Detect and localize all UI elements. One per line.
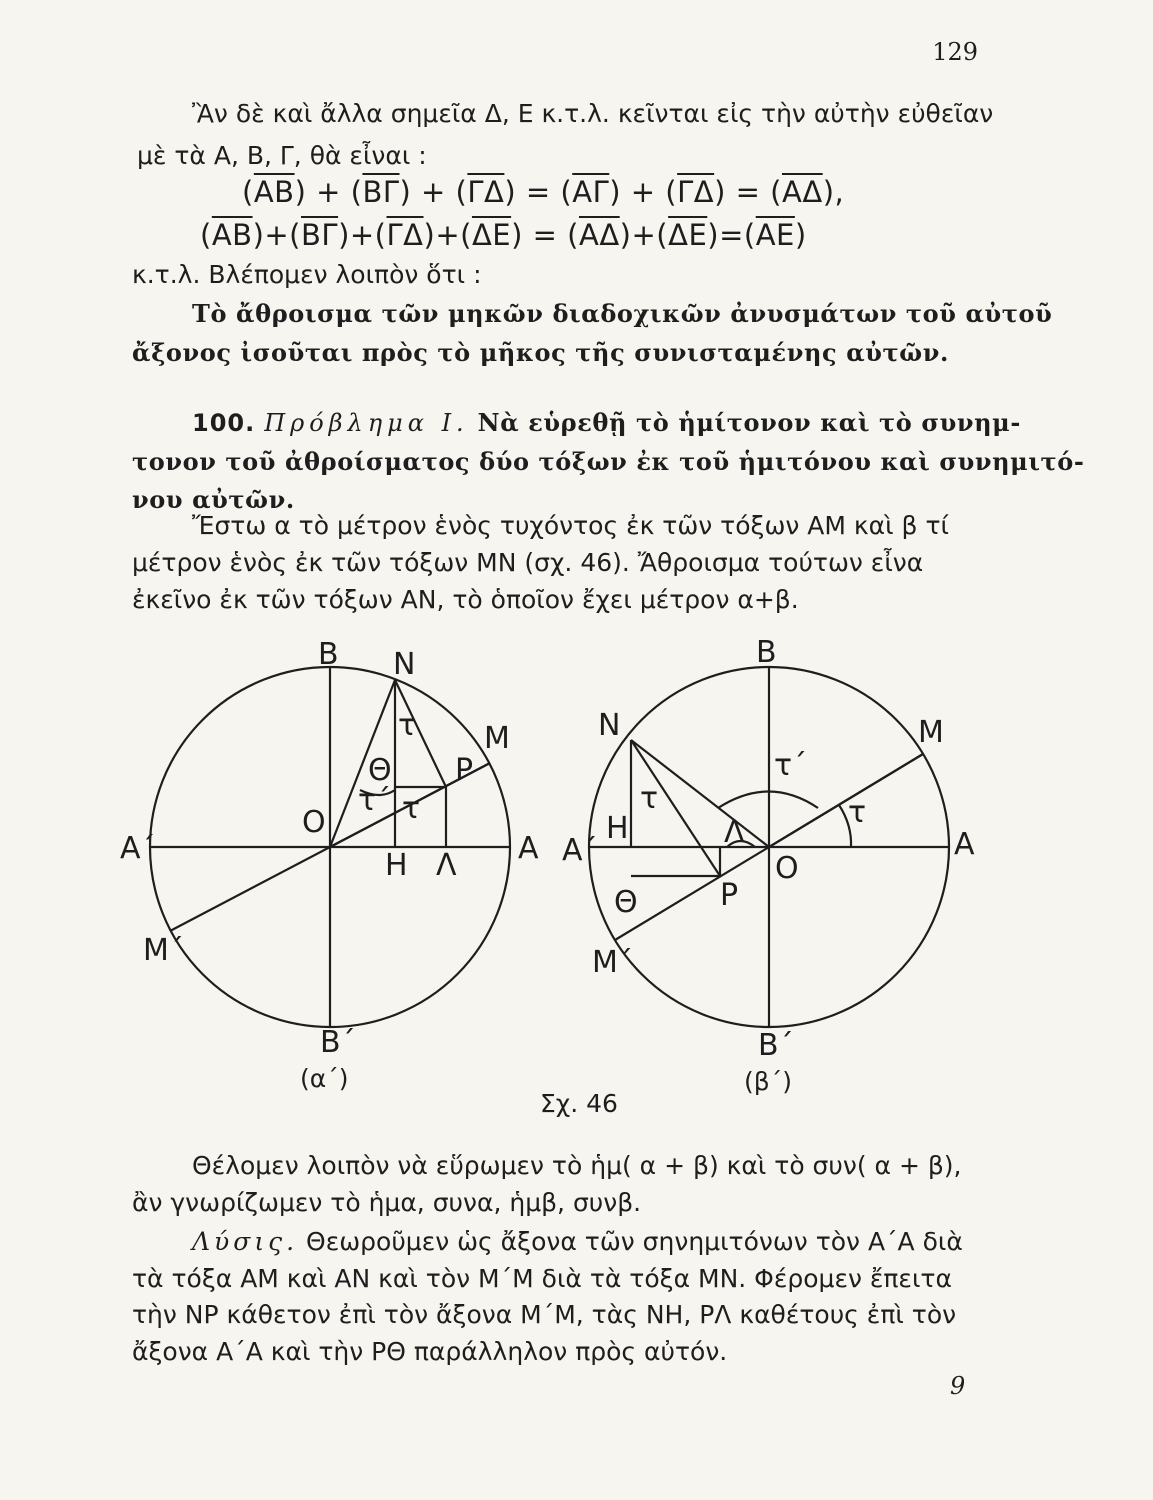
right-label-theta: Θ [614,885,638,920]
goal-line-2: ἂν γνωρίζωμεν τὸ ἡμα, συνα, ἡμβ, συνβ. [132,1188,642,1217]
left-label-M-prime: Μ΄ [143,933,184,968]
solution-line-1: Λύσις. Θεωροῦμεν ὡς ἄξονα τῶν σηνημιτόνων τὸν Α΄Α διὰ [192,1227,963,1256]
left-label-tau-mid: τ [402,791,421,826]
right-label-B: Β [756,635,777,670]
right-label-B-prime: Β΄ [758,1028,794,1063]
right-label-M-prime: Μ΄ [592,945,633,980]
right-label-H: Η [606,811,629,846]
problem-heading: 100. Πρόβλημα Ι. Νὰ εὑρεθῇ τὸ ἡμίτονον καὶ τὸ συνημ- [192,408,1021,437]
right-label-tau-prime: τ΄ [774,748,808,783]
setup-line-2: μέτρον ἑνὸς ἐκ τῶν τόξων ΜΝ (σχ. 46). Ἄθροισμα τούτων εἶνα [132,548,924,577]
right-label-tau-left: τ [640,781,659,816]
solution-line-3: τὴν ΝΡ κάθετον ἐπὶ τὸν ἄξονα Μ΄Μ, τὰς ΝΗ, ΡΛ καθέτους ἐπὶ τὸν [132,1300,957,1329]
left-label-O: Ο [302,805,326,840]
equation-2: $(\overline{AB})+(\overline{B\Gamma})+(\overline{\Gamma\Delta})+(\overline{\Delta E}) = (\overline{A\Delta})+(\overline{\Delta E})=(\overline{AE})$ [200,218,807,252]
left-label-N: Ν [393,647,416,682]
right-label-tau-side: τ [848,795,867,830]
problem-line-2: τονον τοῦ ἀθροίσματος δύο τόξων ἐκ τοῦ ἡμιτόνου καὶ συνημιτό- [132,447,1085,476]
problem-label: Πρόβλημα Ι. [264,409,469,437]
left-label-L: Λ [436,848,457,883]
left-label-A: Α [518,831,539,866]
right-label-N: Ν [598,708,621,743]
left-label-M: Μ [484,721,510,756]
right-label-A: Α [954,827,975,862]
left-label-tau-prime: τ΄ [358,783,392,818]
figure-caption: Σχ. 46 [540,1089,618,1118]
left-label-theta: Θ [368,753,392,788]
left-label-P: Ρ [455,753,474,788]
theorem-line-2: ἄξονος ἰσοῦται πρὸς τὸ μῆκος τῆς συνισταμένης αὐτῶν. [132,338,949,367]
folio: 9 [950,1372,966,1400]
setup-line-3: ἐκεῖνο ἐκ τῶν τόξων ΑΝ, τὸ ὁποῖον ἔχει μέτρον α+β. [132,585,799,614]
problem-number: 100. [192,409,256,437]
right-label-L: Λ [724,815,745,850]
equation-1: $(\overline{AB}) + (\overline{B\Gamma}) + (\overline{\Gamma\Delta}) = (\overline{A\Gamma}) + (\overline{\Gamma\Delta}) = (\overline{A\Delta})$, [242,175,845,209]
conclusion-intro: κ.τ.λ. Βλέπομεν λοιπὸν ὅτι : [132,260,482,289]
right-label-P: Ρ [720,878,739,913]
setup-line-1: Ἔστω α τὸ μέτρον ἑνὸς τυχόντος ἐκ τῶν τόξων ΑΜ καὶ β τί [192,511,949,540]
left-label-B: Β [318,637,339,672]
figure-46 [0,620,1153,1140]
solution-label: Λύσις. [192,1227,299,1256]
solution-line-2: τὰ τόξα ΑΜ καὶ ΑΝ καὶ τὸν Μ΄Μ διὰ τὰ τόξα ΜΝ. Φέρομεν ἔπειτα [132,1264,952,1293]
left-label-A-prime: Α΄ [120,831,156,866]
left-label-B-prime: Β΄ [320,1025,356,1060]
page-number: 129 [932,38,978,66]
left-sublabel: (α΄) [300,1064,349,1093]
left-label-H: Η [385,848,408,883]
right-sublabel: (β΄) [744,1067,792,1096]
theorem-line-1: Τὸ ἄθροισμα τῶν μηκῶν διαδοχικῶν ἀνυσμάτων τοῦ αὐτοῦ [192,299,1053,328]
solution-line-4: ἄξονα Α΄Α καὶ τὴν ΡΘ παράλληλον πρὸς αὐτόν. [132,1337,728,1366]
right-label-A-prime: Α΄ [562,833,598,868]
left-label-tau-top: τ [398,708,417,743]
right-label-M: Μ [918,715,944,750]
goal-line-1: Θέλομεν λοιπὸν νὰ εὕρωμεν τὸ ἡμ( α + β) καὶ τὸ συν( α + β), [192,1151,962,1180]
problem-line-3: νου αὐτῶν. [132,485,295,514]
intro-line-1: Ἂν δὲ καὶ ἄλλα σημεῖα Δ, Ε κ.τ.λ. κεῖνται εἰς τὴν αὐτὴν εὐθεῖαν [192,99,994,128]
intro-line-2: μὲ τὰ Α, Β, Γ, θὰ εἶναι : [137,141,427,170]
right-label-O: Ο [775,851,799,886]
